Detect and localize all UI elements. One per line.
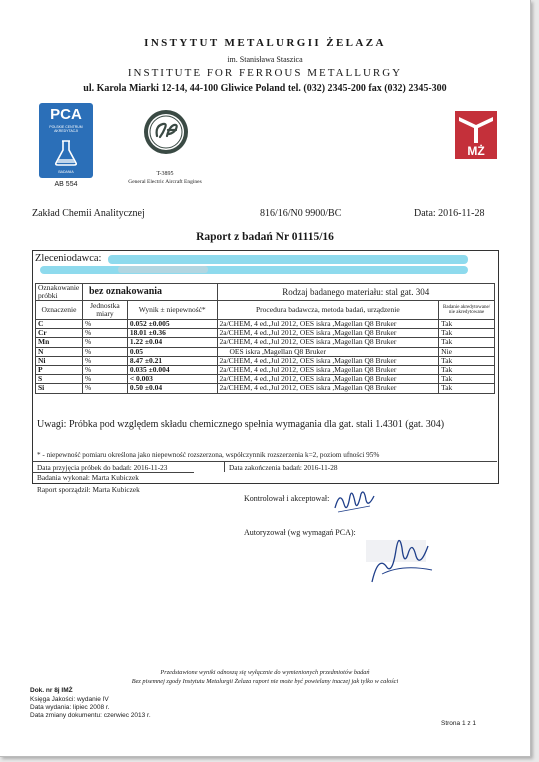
procedure-cell: 2a/CHEM, 4 ed.,Jul 2012, OES iskra ,Magellan Q8 Bruker bbox=[217, 384, 439, 393]
element-cell: Ni bbox=[36, 356, 83, 365]
accredited-cell: Nie bbox=[439, 347, 495, 356]
accredited-cell: Tak bbox=[439, 365, 495, 374]
page-number: Strona 1 z 1 bbox=[441, 720, 477, 727]
divider bbox=[224, 462, 225, 472]
redaction-mark bbox=[118, 266, 208, 273]
element-cell: Cr bbox=[36, 329, 83, 338]
signature-checked bbox=[330, 486, 380, 521]
accredited-cell: Tak bbox=[439, 320, 495, 329]
col-oznaczenie: Oznaczenie bbox=[36, 301, 83, 320]
report-title: Raport z badań Nr 01115/16 bbox=[196, 231, 334, 243]
result-cell: 18.01 ±0.36 bbox=[127, 329, 217, 338]
accredited-cell: Tak bbox=[439, 338, 495, 347]
institute-name-pl: INSTYTUT METALURGII ŻELAZA bbox=[144, 37, 386, 49]
col-procedure: Procedura badawcza, metoda badań, urządzenie bbox=[217, 301, 439, 320]
procedure-cell: 2a/CHEM, 4 ed.,Jul 2012, OES iskra ,Magellan Q8 Bruker bbox=[217, 329, 439, 338]
change-date: Data zmiany dokumentu: czerwiec 2013 r. bbox=[30, 712, 151, 719]
issue-date: Data wydania: lipiec 2008 r. bbox=[30, 704, 110, 711]
footer-line-1: Przedstawione wyniki odnoszą się wyłącznie do wymienionych przedmiotów badań bbox=[160, 669, 370, 676]
redaction-mark bbox=[108, 255, 468, 264]
signature-authorized bbox=[362, 526, 442, 593]
element-cell: P bbox=[36, 365, 83, 374]
pca-logo bbox=[39, 103, 93, 178]
header-row bbox=[36, 301, 495, 320]
uncertainty-note: * - niepewność pomiaru określona jako niepewność rozszerzona, współczynnik rozszerzenia k=2, poziom ufności 95% bbox=[37, 451, 380, 459]
pca-accreditation-number: AB 554 bbox=[54, 181, 78, 188]
col-result: Wynik ± niepewność* bbox=[127, 301, 217, 320]
result-cell: 8.47 ±0.21 bbox=[127, 356, 217, 365]
redaction-mark bbox=[40, 266, 468, 274]
procedure-cell: 2a/CHEM, 4 ed.,Jul 2012, OES iskra ,Magellan Q8 Bruker bbox=[217, 320, 439, 329]
authorized-label: Autoryzował (wg wymagań PCA): bbox=[244, 528, 356, 537]
table-row bbox=[36, 365, 495, 374]
procedure-cell: 2a/CHEM, 4 ed.,Jul 2012, OES iskra ,Magellan Q8 Bruker bbox=[217, 356, 439, 365]
quality-book: Księga Jakości: wydanie IV bbox=[30, 696, 109, 703]
element-cell: Si bbox=[36, 384, 83, 393]
unit-cell: % bbox=[82, 365, 127, 374]
institute-address: ul. Karola Miarki 12-14, 44-100 Gliwice Poland tel. (032) 2345-200 fax (032) 2345-300 bbox=[83, 83, 447, 94]
element-cell: N bbox=[36, 347, 83, 356]
imz-emblem-icon bbox=[455, 111, 497, 159]
result-cell: 0.035 ±0.004 bbox=[127, 365, 217, 374]
element-cell: Mn bbox=[36, 338, 83, 347]
imz-mark: MŻ bbox=[467, 144, 485, 158]
remarks: Uwagi: Próbka pod względem składu chemicznego spełnia wymagania dla gat. stali 1.4301 (gat. 304) bbox=[37, 419, 445, 430]
accredited-cell: Tak bbox=[439, 329, 495, 338]
imz-logo bbox=[455, 111, 497, 164]
col-accredited: Badanie akredytowane/ nie akredytowane bbox=[439, 301, 495, 320]
report-date: Data: 2016-11-28 bbox=[414, 208, 485, 219]
marking-label: Oznakowanie próbki bbox=[36, 284, 83, 301]
marking-value: bez oznakowania bbox=[82, 284, 217, 301]
pca-logo-subtitle: POLSKIE CENTRUM AKREDYTACJI bbox=[49, 125, 83, 133]
accredited-cell: Tak bbox=[439, 384, 495, 393]
material-type: Rodzaj badanego materiału: stal gat. 304 bbox=[217, 284, 494, 301]
prepared-by: Raport sporządził: Marta Kubiczek bbox=[37, 485, 140, 494]
unit-cell: % bbox=[82, 347, 127, 356]
ge-monogram-icon bbox=[143, 109, 189, 155]
procedure-cell: 2a/CHEM, 4 ed.,Jul 2012, OES iskra ,Magellan Q8 Bruker bbox=[217, 338, 439, 347]
element-cell: S bbox=[36, 375, 83, 384]
marking-row bbox=[36, 284, 495, 301]
result-cell: < 0.003 bbox=[127, 375, 217, 384]
unit-cell: % bbox=[82, 384, 127, 393]
institute-subtitle: im. Stanisława Staszica bbox=[227, 55, 303, 64]
ge-logo bbox=[143, 109, 189, 160]
unit-cell: % bbox=[82, 320, 127, 329]
footer-line-2: Bez pisemnej zgody Instytutu Metalurgii Żelaza raport nie może być powielany inaczej jak tylko w całości bbox=[131, 678, 399, 685]
result-cell: 0.052 ±0.005 bbox=[127, 320, 217, 329]
table-row bbox=[36, 375, 495, 384]
unit-cell: % bbox=[82, 338, 127, 347]
col-unit: Jednostka miary bbox=[82, 301, 127, 320]
institute-name-en: INSTITUTE FOR FERROUS METALLURGY bbox=[127, 67, 403, 79]
pca-logo-small: BADANIA bbox=[58, 170, 74, 174]
doc-number: Dok. nr 8j IMŻ bbox=[30, 687, 73, 694]
table-row bbox=[36, 320, 495, 329]
table-row bbox=[36, 329, 495, 338]
department: Zakład Chemii Analitycznej bbox=[32, 208, 145, 219]
unit-cell: % bbox=[82, 329, 127, 338]
ge-code: T-3895 bbox=[156, 171, 174, 177]
procedure-cell: 2a/CHEM, 4 ed.,Jul 2012, OES iskra ,Magellan Q8 Bruker bbox=[217, 375, 439, 384]
pca-logo-title: PCA bbox=[50, 106, 82, 123]
result-cell: 0.50 ±0.04 bbox=[127, 384, 217, 393]
accredited-cell: Tak bbox=[439, 356, 495, 365]
ge-caption: General Electric Aircraft Engines bbox=[128, 179, 202, 185]
completed-date: Data zakończenia badań: 2016-11-28 bbox=[229, 463, 338, 472]
result-cell: 0.05 bbox=[127, 347, 217, 356]
received-date: Data przyjęcia próbek do badań: 2016-11-23 bbox=[37, 463, 168, 472]
table-row bbox=[36, 384, 495, 393]
reference-number: 816/16/N0 9900/BC bbox=[260, 208, 342, 219]
unit-cell: % bbox=[82, 356, 127, 365]
procedure-cell: 2a/CHEM, 4 ed.,Jul 2012, OES iskra ,Magellan Q8 Bruker bbox=[217, 365, 439, 374]
table-row bbox=[36, 338, 495, 347]
results-table bbox=[35, 283, 495, 394]
performed-by: Badania wykonał: Marta Kubiczek bbox=[32, 472, 194, 482]
unit-cell: % bbox=[82, 375, 127, 384]
element-cell: C bbox=[36, 320, 83, 329]
result-cell: 1.22 ±0.04 bbox=[127, 338, 217, 347]
procedure-cell: OES iskra ,Magellan Q8 Bruker bbox=[217, 347, 439, 356]
checked-label: Kontrolował i akceptował: bbox=[244, 494, 330, 503]
accredited-cell: Tak bbox=[439, 375, 495, 384]
table-row bbox=[36, 356, 495, 365]
table-row bbox=[36, 347, 495, 356]
client-label: Zleceniodawca: bbox=[35, 253, 102, 264]
flask-icon bbox=[53, 139, 79, 167]
